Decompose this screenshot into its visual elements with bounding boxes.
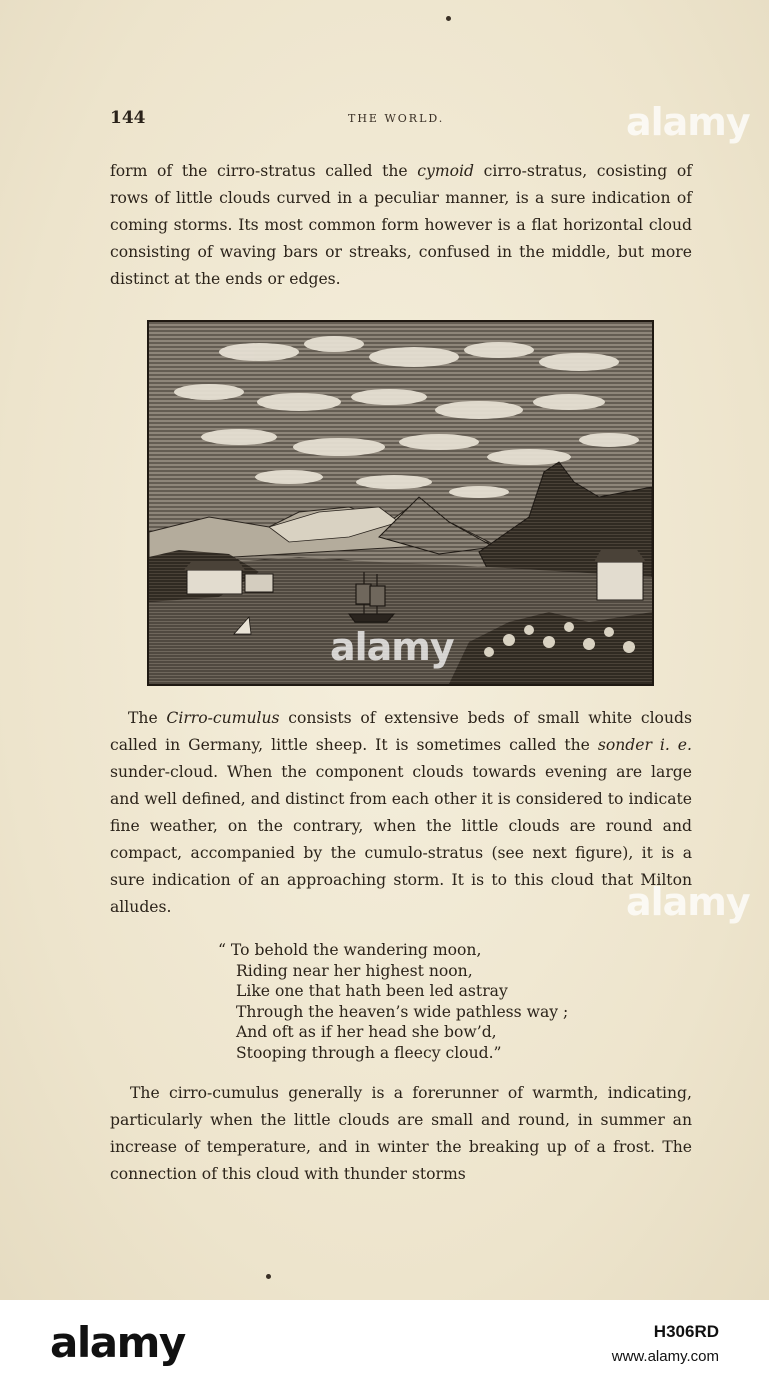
alamy-logo: alamy: [50, 1318, 185, 1367]
image-id: H306RD: [653, 1322, 719, 1341]
paragraph-2-text-c: sunder-cloud. When the component clouds towards evening are large and well defined, and distinct from each other it is considered to indicate fine weather, on the contrary, when the little clouds are round and compact, accompanied by the cumulo-stratus (see next figure), it is a sure indication of an approaching storm. It is to this cloud that Milton alludes.: [110, 763, 692, 916]
paragraph-2-italic-b: sonder i. e.: [597, 736, 692, 754]
verse-line: Riding near her highest noon,: [236, 961, 473, 980]
site-url[interactable]: www.alamy.com: [611, 1348, 719, 1365]
stock-footer: [0, 1300, 769, 1390]
page-number: 144: [110, 108, 146, 128]
paragraph-1-italic: cymoid: [417, 162, 474, 180]
verse-line: Through the heaven’s wide pathless way ;: [236, 1002, 569, 1021]
paragraph-1-text-b: cirro-stratus, cosisting of rows of little clouds curved in a peculiar manner, is a sure indication of coming storms. Its most common form however is a flat horizontal cloud consisting of waving bars or streaks, confused in the middle, but more distinct at the ends or edges.: [110, 162, 692, 288]
verse-line: Stooping through a fleecy cloud.”: [236, 1043, 502, 1062]
paragraph-1-text-a: form of the cirro-stratus called the: [110, 162, 418, 180]
watermark-figure: alamy: [330, 625, 454, 669]
page-header: [110, 108, 699, 132]
watermark-middle: alamy: [626, 880, 750, 924]
verse-line: “ To behold the wandering moon,: [218, 941, 482, 959]
paragraph-3: The cirro-cumulus generally is a forerunner of warmth, indicating, particularly when the little clouds are small and round, in summer an increase of temperature, and in winter the breaking up of a frost. The connection of this cloud with thunder storms: [110, 1084, 692, 1183]
verse-line: And oft as if her head she bow’d,: [236, 1023, 497, 1041]
running-head: THE WORLD.: [348, 112, 445, 125]
milton-verse: [218, 940, 568, 1063]
ink-speck: [446, 16, 451, 21]
paragraph-1: [110, 158, 692, 293]
paragraph-2-text-a: The: [128, 709, 167, 727]
watermark-top: alamy: [626, 100, 750, 144]
paragraph-2-italic-a: Cirro-cumulus: [166, 709, 280, 727]
ink-speck: [266, 1274, 271, 1279]
verse-line: Like one that hath been led astray: [236, 982, 508, 1000]
paragraph-2: [110, 705, 692, 921]
paragraph-2-text-b: consists of extensive beds of small white clouds called in Germany, little sheep. It is sometimes called the: [110, 709, 692, 754]
